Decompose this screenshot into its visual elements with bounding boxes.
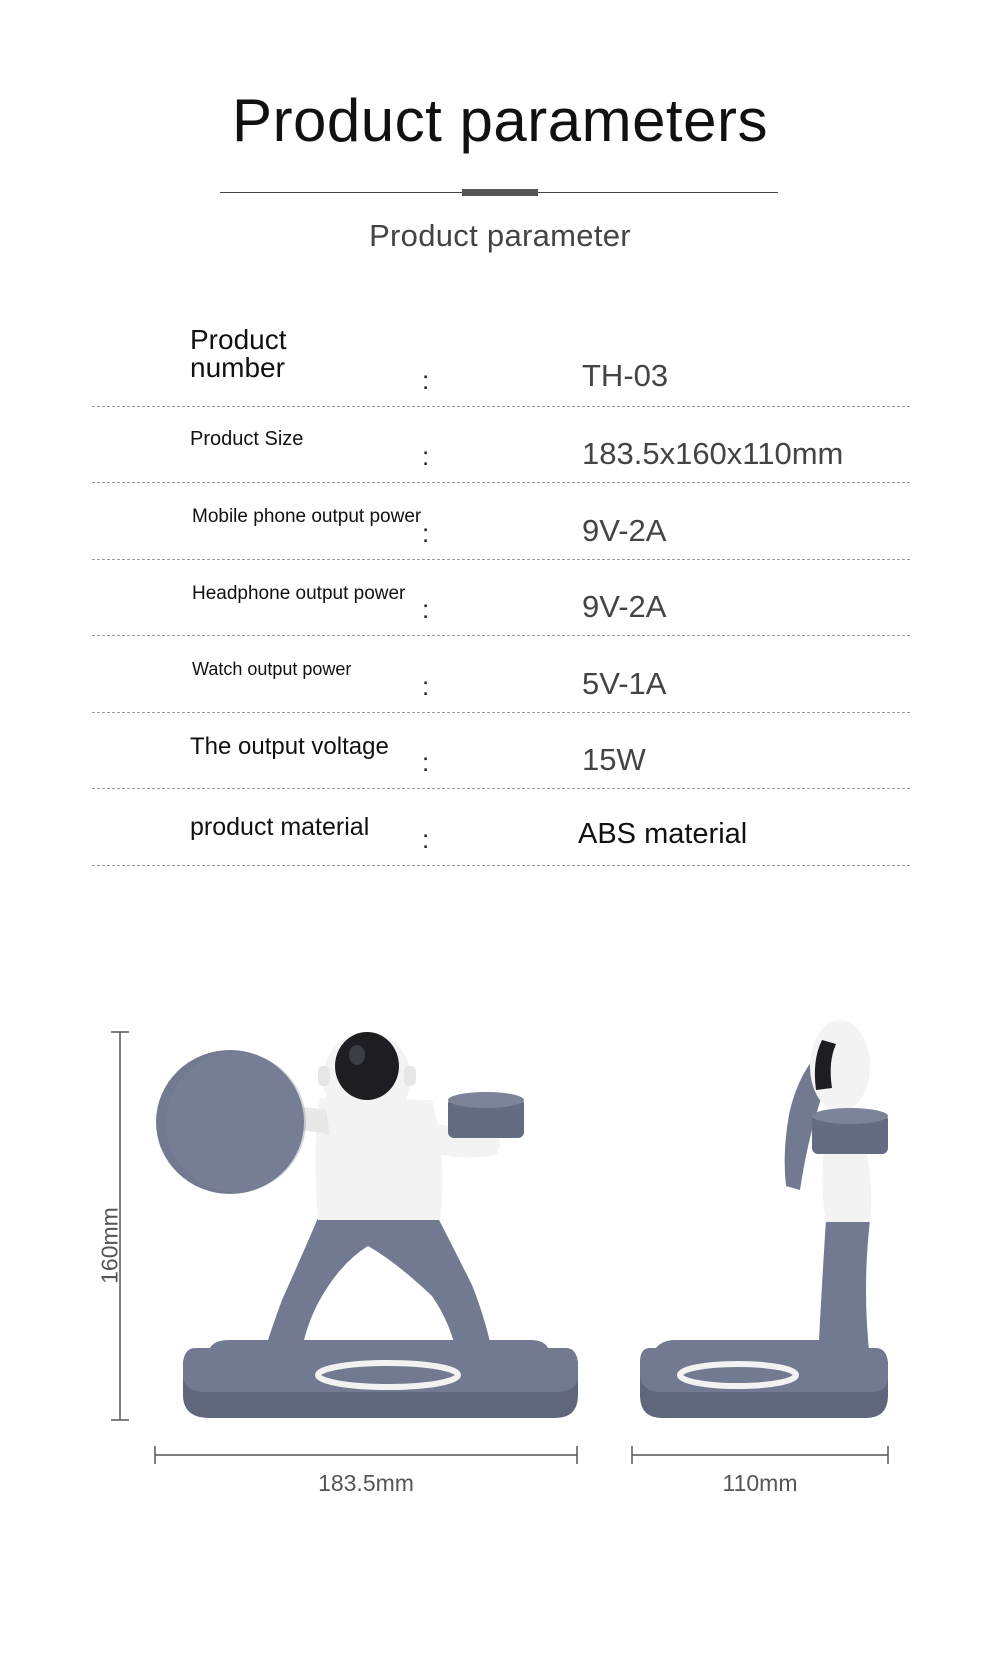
front-width-dimension-line [155, 1446, 577, 1464]
param-colon: : [422, 747, 430, 777]
param-value: TH-03 [582, 357, 669, 393]
param-label: Product number [190, 324, 287, 383]
param-value: 183.5x160x110mm [582, 436, 844, 471]
front-width-dimension-label: 183.5mm [318, 1470, 414, 1496]
param-label: product material [190, 813, 370, 841]
page-subtitle: Product parameter [369, 218, 631, 253]
param-value: 15W [582, 742, 646, 777]
param-value: ABS material [578, 817, 748, 850]
param-colon: : [422, 441, 430, 471]
param-colon: : [422, 594, 430, 624]
param-colon: : [422, 823, 430, 854]
param-value: 9V-2A [582, 589, 667, 624]
param-colon: : [422, 364, 430, 395]
param-colon: : [422, 517, 430, 548]
param-label: Watch output power [192, 659, 352, 679]
side-view-stand [640, 1020, 888, 1418]
front-view-stand [156, 1032, 578, 1418]
param-value: 9V-2A [582, 512, 667, 548]
param-label: Product Size [190, 427, 304, 450]
side-width-dimension-label: 110mm [722, 1470, 798, 1496]
param-colon: : [422, 670, 430, 701]
param-label: Mobile phone output power [192, 506, 422, 527]
param-label: Headphone output power [192, 582, 406, 604]
param-value: 5V-1A [582, 665, 667, 701]
param-label: The output voltage [190, 732, 389, 760]
height-dimension-label: 160mm [96, 1207, 123, 1284]
page-title: Product parameters [232, 87, 768, 154]
side-width-dimension-line [632, 1446, 888, 1464]
